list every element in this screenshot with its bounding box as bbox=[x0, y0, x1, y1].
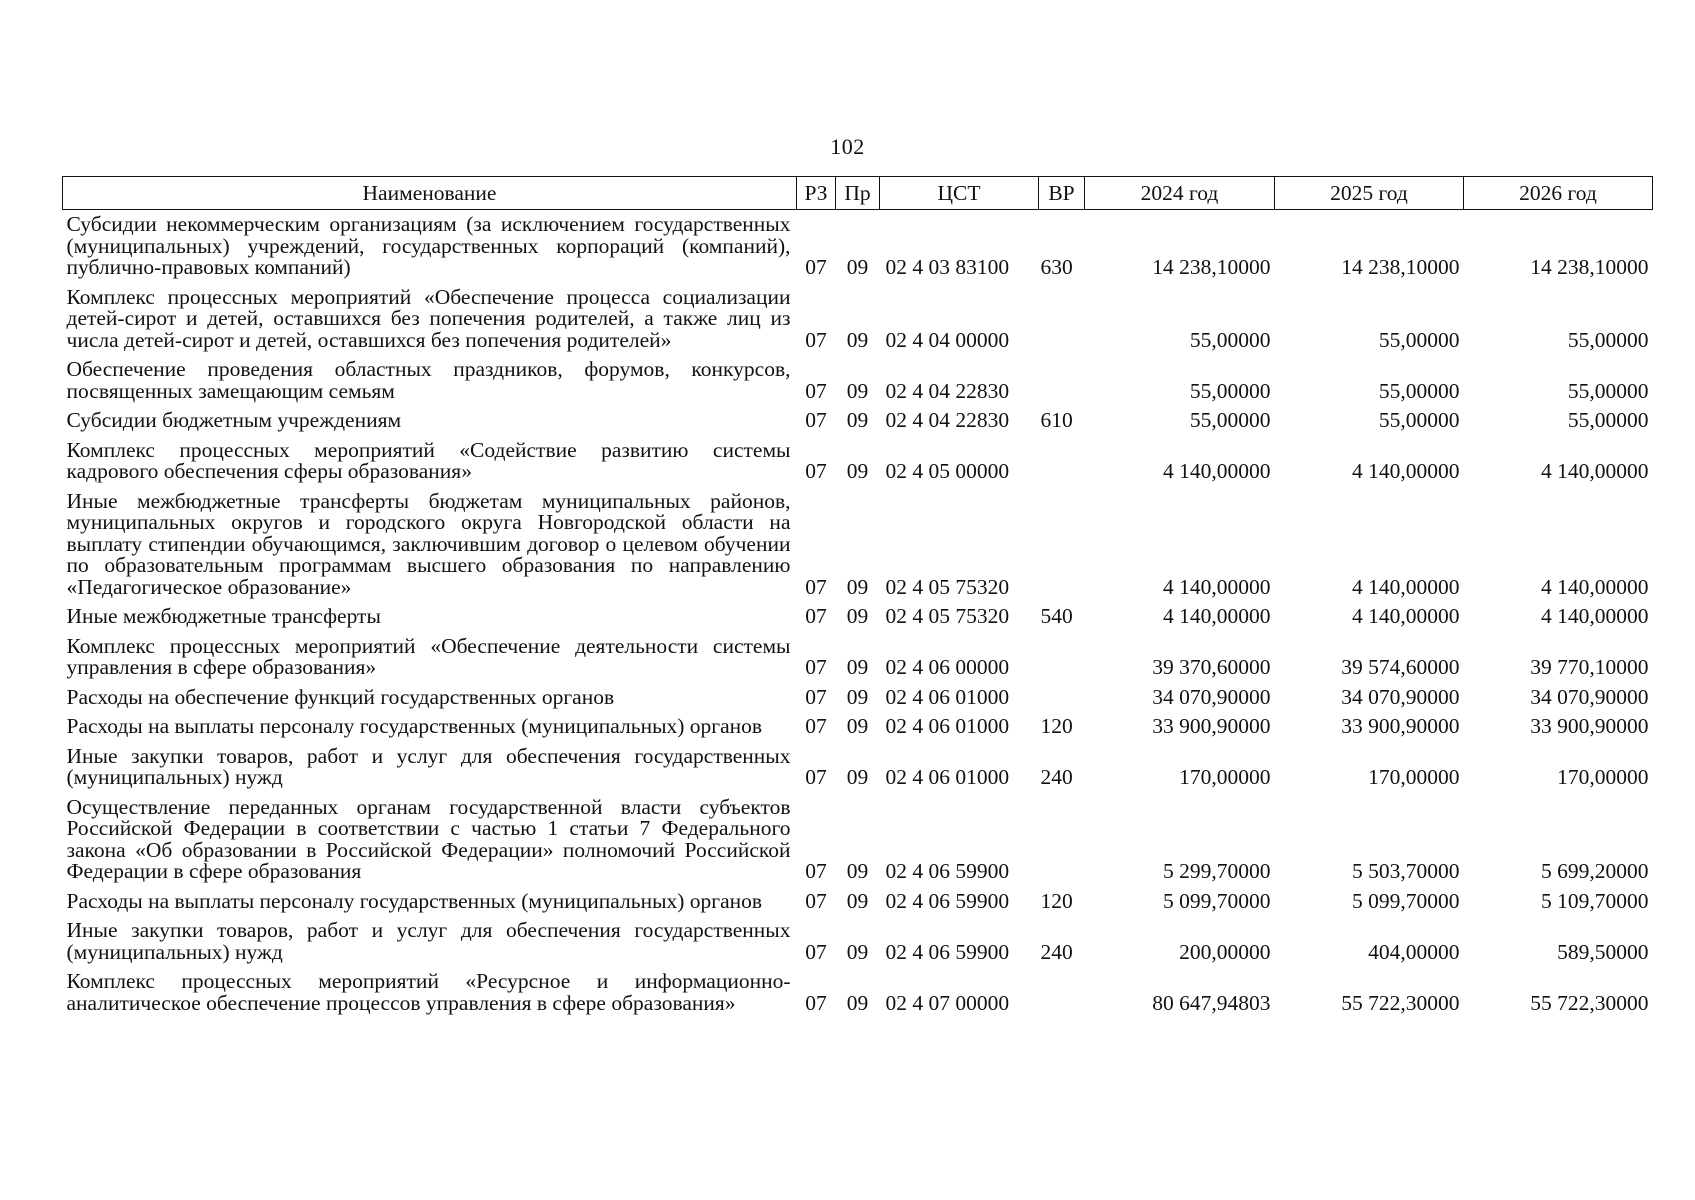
row-rz: 07 bbox=[805, 604, 827, 628]
row-name: Комплекс процессных мероприятий «Обеспечение процесса социализации детей-сирот и детей, оставшихся без попечения родителей, а также лиц из числа детей-сирот и детей, оставшихся без попечения родителей» bbox=[66, 284, 791, 352]
row-rz: 07 bbox=[805, 459, 827, 483]
table-row bbox=[63, 435, 1653, 486]
row-value-2024: 39 370,60000 bbox=[1152, 655, 1271, 679]
table-row bbox=[63, 741, 1653, 792]
row-cst: 02 4 06 59900 bbox=[885, 859, 1010, 883]
row-value-2026: 55 722,30000 bbox=[1530, 990, 1649, 1015]
row-value-2026: 4 140,00000 bbox=[1541, 574, 1649, 599]
budget-table bbox=[62, 176, 1653, 1017]
row-value-2025: 14 238,10000 bbox=[1341, 255, 1460, 279]
row-cst: 02 4 04 00000 bbox=[885, 327, 1010, 352]
table-row bbox=[63, 915, 1653, 966]
row-vr bbox=[1039, 282, 1085, 355]
row-vr: 630 bbox=[1040, 255, 1073, 279]
header-vr: ВР bbox=[1039, 177, 1085, 210]
header-name: Наименование bbox=[63, 177, 797, 210]
row-value-2025: 55,00000 bbox=[1378, 378, 1460, 403]
table-body bbox=[63, 210, 1653, 1018]
row-value-2024: 34 070,90000 bbox=[1152, 684, 1271, 709]
row-value-2024: 200,00000 bbox=[1179, 939, 1271, 964]
row-value-2025: 4 140,00000 bbox=[1352, 604, 1460, 628]
row-value-2026: 5 109,70000 bbox=[1541, 888, 1649, 913]
row-cst: 02 4 05 75320 bbox=[885, 604, 1010, 628]
header-cst: ЦСТ bbox=[880, 177, 1039, 210]
row-name: Расходы на обеспечение функций государственных органов bbox=[66, 684, 615, 709]
header-pr: Пр bbox=[836, 177, 880, 210]
table-row bbox=[63, 486, 1653, 602]
row-value-2025: 170,00000 bbox=[1368, 765, 1460, 789]
row-cst: 02 4 06 01000 bbox=[885, 765, 1010, 789]
row-rz: 07 bbox=[805, 408, 827, 432]
row-value-2025: 39 574,60000 bbox=[1341, 655, 1460, 679]
table-row bbox=[63, 682, 1653, 712]
row-value-2026: 589,50000 bbox=[1557, 939, 1649, 964]
row-rz: 07 bbox=[805, 859, 827, 883]
row-value-2026: 14 238,10000 bbox=[1530, 255, 1649, 279]
row-pr: 09 bbox=[846, 459, 869, 483]
table-row bbox=[63, 631, 1653, 682]
header-2025: 2025 год bbox=[1275, 177, 1464, 210]
header-2024: 2024 год bbox=[1085, 177, 1275, 210]
row-rz: 07 bbox=[805, 888, 827, 913]
row-vr: 240 bbox=[1040, 939, 1073, 964]
row-vr bbox=[1039, 486, 1085, 602]
row-value-2024: 55,00000 bbox=[1189, 378, 1271, 403]
row-value-2026: 55,00000 bbox=[1567, 378, 1649, 403]
page-number: 102 bbox=[830, 134, 865, 159]
row-value-2026: 39 770,10000 bbox=[1530, 655, 1649, 679]
row-pr: 09 bbox=[846, 574, 869, 599]
row-vr: 610 bbox=[1040, 408, 1073, 432]
row-vr: 120 bbox=[1040, 888, 1073, 913]
row-vr bbox=[1039, 792, 1085, 886]
header-2026: 2026 год bbox=[1464, 177, 1653, 210]
row-cst: 02 4 06 00000 bbox=[885, 655, 1010, 679]
row-pr: 09 bbox=[846, 888, 869, 913]
row-name: Субсидии некоммерческим организациям (за исключением государственных (муниципальных) учреждений, государственных корпораций (компаний), публично-правовых компаний) bbox=[66, 212, 791, 279]
row-value-2026: 34 070,90000 bbox=[1530, 684, 1649, 709]
row-pr: 09 bbox=[846, 765, 869, 789]
row-vr: 240 bbox=[1040, 765, 1073, 789]
row-value-2025: 55 722,30000 bbox=[1341, 990, 1460, 1015]
row-cst: 02 4 06 01000 bbox=[885, 714, 1010, 738]
row-value-2026: 170,00000 bbox=[1557, 765, 1649, 789]
row-value-2025: 4 140,00000 bbox=[1352, 574, 1460, 599]
row-name: Расходы на выплаты персоналу государственных (муниципальных) органов bbox=[66, 888, 763, 913]
row-value-2024: 55,00000 bbox=[1189, 408, 1271, 432]
row-pr: 09 bbox=[846, 604, 869, 628]
row-name: Иные межбюджетные трансферты бюджетам муниципальных районов, муниципальных округов и городского округа Новгородской области на выплату стипендии обучающимся, заключившим договор о целевом обучении по образовательным программам высшего образования по направлению «Педагогическое образование» bbox=[66, 488, 791, 599]
row-cst: 02 4 07 00000 bbox=[885, 990, 1010, 1015]
row-value-2024: 33 900,90000 bbox=[1152, 714, 1271, 738]
row-vr bbox=[1039, 354, 1085, 405]
row-value-2025: 33 900,90000 bbox=[1341, 714, 1460, 738]
row-pr: 09 bbox=[846, 714, 869, 738]
row-name: Комплекс процессных мероприятий «Обеспечение деятельности системы управления в сфере образования» bbox=[66, 633, 791, 679]
table-row bbox=[63, 210, 1653, 282]
row-rz: 07 bbox=[805, 765, 827, 789]
table-row bbox=[63, 792, 1653, 886]
table-row bbox=[63, 601, 1653, 631]
row-rz: 07 bbox=[805, 255, 827, 279]
row-value-2026: 33 900,90000 bbox=[1530, 714, 1649, 738]
row-cst: 02 4 06 01000 bbox=[885, 684, 1010, 709]
row-vr bbox=[1039, 435, 1085, 486]
row-rz: 07 bbox=[805, 574, 827, 599]
row-name: Расходы на выплаты персоналу государственных (муниципальных) органов bbox=[66, 714, 763, 738]
row-rz: 07 bbox=[805, 939, 827, 964]
row-value-2025: 404,00000 bbox=[1368, 939, 1460, 964]
row-value-2026: 4 140,00000 bbox=[1541, 604, 1649, 628]
row-rz: 07 bbox=[805, 714, 827, 738]
row-name: Комплекс процессных мероприятий «Ресурсное и информационно-аналитическое обеспечение процессов управления в сфере образования» bbox=[66, 969, 791, 1015]
table-row bbox=[63, 282, 1653, 355]
header-row bbox=[63, 177, 1653, 210]
row-rz: 07 bbox=[805, 327, 827, 352]
row-pr: 09 bbox=[846, 990, 869, 1015]
row-value-2025: 55,00000 bbox=[1378, 327, 1460, 352]
row-value-2024: 55,00000 bbox=[1189, 327, 1271, 352]
table-row bbox=[63, 405, 1653, 435]
row-pr: 09 bbox=[846, 684, 869, 709]
row-rz: 07 bbox=[805, 990, 827, 1015]
row-value-2025: 5 099,70000 bbox=[1352, 888, 1460, 913]
row-value-2024: 4 140,00000 bbox=[1163, 604, 1271, 628]
row-cst: 02 4 06 59900 bbox=[885, 939, 1010, 964]
row-name: Обеспечение проведения областных праздников, форумов, конкурсов, посвященных замещающим семьям bbox=[66, 357, 791, 403]
table-header bbox=[63, 177, 1653, 210]
row-vr: 120 bbox=[1040, 714, 1073, 738]
row-vr bbox=[1039, 631, 1085, 682]
row-pr: 09 bbox=[846, 327, 869, 352]
row-cst: 02 4 05 75320 bbox=[885, 574, 1010, 599]
row-pr: 09 bbox=[846, 255, 869, 279]
row-pr: 09 bbox=[846, 859, 869, 883]
row-pr: 09 bbox=[846, 655, 869, 679]
row-pr: 09 bbox=[846, 378, 869, 403]
row-cst: 02 4 06 59900 bbox=[885, 888, 1010, 913]
row-name: Иные закупки товаров, работ и услуг для обеспечения государственных (муниципальных) нужд bbox=[66, 918, 791, 964]
row-cst: 02 4 03 83100 bbox=[885, 255, 1010, 279]
row-cst: 02 4 04 22830 bbox=[885, 408, 1010, 432]
header-rz: РЗ bbox=[797, 177, 836, 210]
row-rz: 07 bbox=[805, 378, 827, 403]
row-value-2025: 55,00000 bbox=[1378, 408, 1460, 432]
row-value-2025: 34 070,90000 bbox=[1341, 684, 1460, 709]
row-value-2024: 4 140,00000 bbox=[1163, 574, 1271, 599]
row-value-2026: 55,00000 bbox=[1567, 408, 1649, 432]
row-rz: 07 bbox=[805, 655, 827, 679]
row-name: Иные закупки товаров, работ и услуг для обеспечения государственных (муниципальных) нужд bbox=[66, 743, 791, 789]
row-value-2024: 14 238,10000 bbox=[1152, 255, 1271, 279]
table-row bbox=[63, 711, 1653, 741]
row-name: Осуществление переданных органам государственной власти субъектов Российской Федерации в соответствии с частью 1 статьи 7 Федерального закона «Об образовании в Российской Федерации» полномочий Российской Федерации в сфере образования bbox=[66, 794, 791, 883]
row-value-2024: 5 099,70000 bbox=[1163, 888, 1271, 913]
row-pr: 09 bbox=[846, 408, 869, 432]
row-name: Комплекс процессных мероприятий «Содействие развитию системы кадрового обеспечения сферы образования» bbox=[66, 437, 791, 483]
row-value-2026: 55,00000 bbox=[1567, 327, 1649, 352]
table-row bbox=[63, 886, 1653, 916]
row-vr bbox=[1039, 966, 1085, 1017]
row-cst: 02 4 04 22830 bbox=[885, 378, 1010, 403]
row-vr bbox=[1039, 682, 1085, 712]
row-value-2025: 4 140,00000 bbox=[1352, 459, 1460, 483]
row-value-2024: 80 647,94803 bbox=[1152, 990, 1271, 1015]
table-row bbox=[63, 966, 1653, 1017]
row-value-2024: 4 140,00000 bbox=[1163, 459, 1271, 483]
row-value-2025: 5 503,70000 bbox=[1352, 859, 1460, 883]
row-value-2026: 4 140,00000 bbox=[1541, 459, 1649, 483]
row-name: Иные межбюджетные трансферты bbox=[66, 604, 381, 628]
row-cst: 02 4 05 00000 bbox=[885, 459, 1010, 483]
row-value-2026: 5 699,20000 bbox=[1541, 859, 1649, 883]
row-name: Субсидии бюджетным учреждениям bbox=[66, 408, 402, 432]
row-value-2024: 170,00000 bbox=[1179, 765, 1271, 789]
table-row bbox=[63, 354, 1653, 405]
row-vr: 540 bbox=[1040, 604, 1073, 628]
row-value-2024: 5 299,70000 bbox=[1163, 859, 1271, 883]
row-pr: 09 bbox=[846, 939, 869, 964]
row-rz: 07 bbox=[805, 684, 827, 709]
